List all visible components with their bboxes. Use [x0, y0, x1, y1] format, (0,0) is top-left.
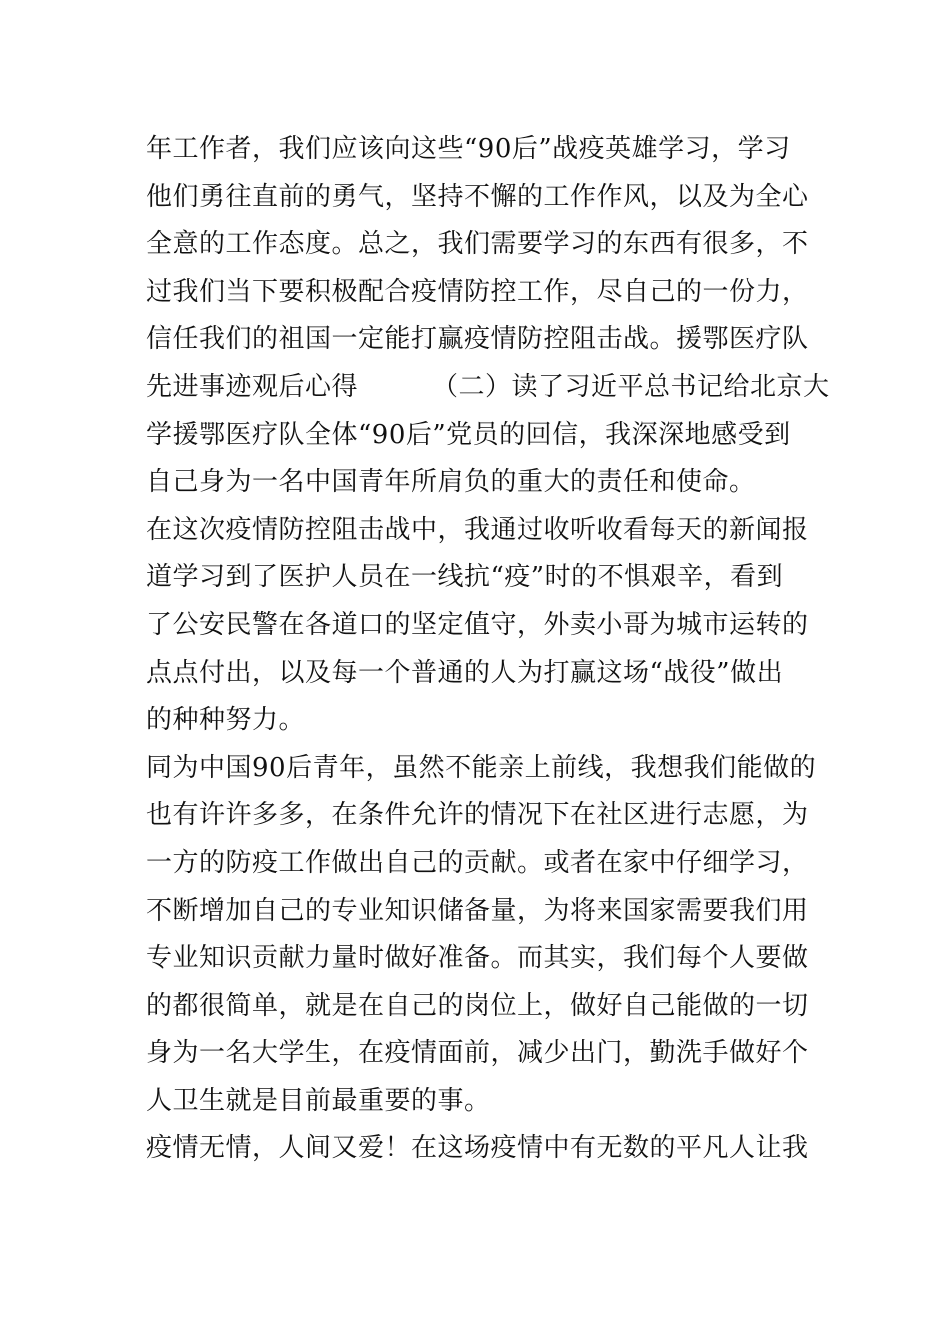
text-line-split [146, 364, 830, 412]
text-line: 年工作者，我们应该向这些“90后”战疫英雄学习，学习 [146, 134, 791, 164]
text-line: 全意的工作态度。总之，我们需要学习的东西有很多，不 [146, 229, 809, 260]
text-line-left: 先进事迹观后心得 [146, 371, 359, 402]
body-text [146, 126, 830, 1173]
text-line: 过我们当下要积极配合疫情防控工作，尽自己的一份力， [146, 276, 809, 307]
text-line: 也有许许多多，在条件允许的情况下在社区进行志愿，为 [146, 800, 809, 831]
text-line: 在这次疫情防控阻击战中，我通过收听收看每天的新闻报 [146, 514, 809, 545]
text-line: 道学习到了医护人员在一线抗“疫”时的不惧艰辛，看到 [146, 562, 784, 593]
text-line: 不断增加自己的专业知识储备量，为将来国家需要我们用 [146, 895, 809, 926]
text-line: 一方的防疫工作做出自己的贡献。或者在家中仔细学习， [146, 847, 809, 878]
text-line: 专业知识贡献力量时做好准备。而其实，我们每个人要做 [146, 943, 809, 974]
text-line: 他们勇往直前的勇气，坚持不懈的工作作风，以及为全心 [146, 181, 809, 212]
text-line: 信任我们的祖国一定能打赢疫情防控阻击战。援鄂医疗队 [146, 324, 809, 355]
text-line: 人卫生就是目前最重要的事。 [146, 1085, 491, 1116]
text-line: 的种种努力。 [146, 705, 306, 736]
text-line: 同为中国90后青年，虽然不能亲上前线，我想我们能做的 [146, 752, 817, 783]
text-line: 自己身为一名中国青年所肩负的重大的责任和使命。 [146, 467, 756, 498]
text-line: 了公安民警在各道口的坚定值守，外卖小哥为城市运转的 [146, 609, 809, 640]
text-line: 的都很简单，就是在自己的岗位上，做好自己能做的一切 [146, 990, 809, 1021]
text-line: 点点付出，以及每一个普通的人为打赢这场“战役”做出 [146, 657, 784, 688]
text-line: 疫情无情，人间又爱！在这场疫情中有无数的平凡人让我 [146, 1133, 809, 1164]
text-line-right: （二）读了习近平总书记给北京大 [432, 371, 830, 402]
text-line: 身为一名大学生，在疫情面前，减少出门，勤洗手做好个 [146, 1038, 809, 1069]
text-line: 学援鄂医疗队全体“90后”党员的回信，我深深地感受到 [146, 419, 791, 450]
